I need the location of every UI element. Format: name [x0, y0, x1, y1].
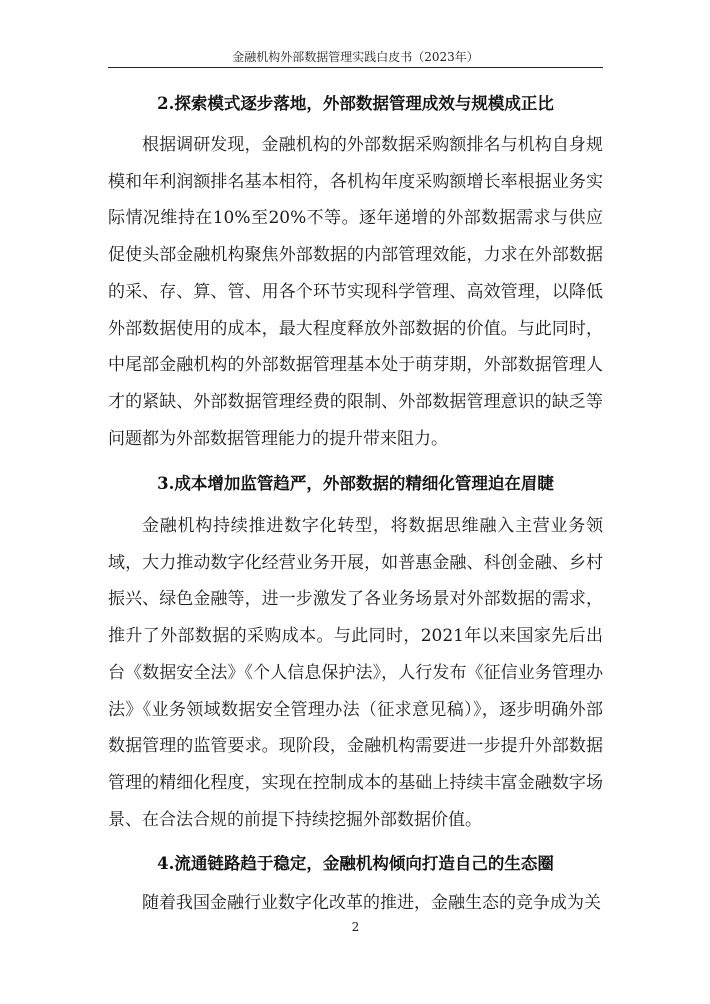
section-heading-3: 3.成本增加监管趋严，外部数据的精细化管理迫在眉睫: [157, 474, 554, 493]
page-number: 2: [351, 920, 360, 934]
section-paragraph-2: 根据调研发现，金融机构的外部数据采购额排名与机构自身规模和年利润额排名基本相符，各机构年度采购额增长率根据业务实际情况维持在10%至20%不等。逐年递增的外部数据需求与供应促使头部金融机构聚焦外部数据的内部管理效能，力求在外部数据的采、存、算、管、用各个环节实现科学管理、高效管理，以降低外部数据使用的成本，最大程度释放外部数据的价值。与此同时，中尾部金融机构的外部数据管理基本处于萌芽期，外部数据管理人才的紧缺、外部数据管理经费的限制、外部数据管理意识的缺乏等问题都为外部数据管理能力的提升带来阻力。: [108, 135, 603, 449]
section-heading-2: 2.探索模式逐步落地，外部数据管理成效与规模成正比: [157, 94, 554, 113]
section-paragraph-3: 金融机构持续推进数字化转型，将数据思维融入主营业务领域，大力推动数字化经营业务开展，如普惠金融、科创金融、乡村振兴、绿色金融等，进一步激发了各业务场景对外部数据的需求，推升了外部数据的采购成本。与此同时，2021年以来国家先后出台《数据安全法》《个人信息保护法》，人行发布《征信业务管理办法》《业务领域数据安全管理办法（征求意见稿）》，逐步明确外部数据管理的监管要求。现阶段，金融机构需要进一步提升外部数据管理的精细化程度，实现在控制成本的基础上持续丰富金融数字场景、在合法合规的前提下持续挖掘外部数据价值。: [108, 516, 603, 830]
section-heading-4: 4.流通链路趋于稳定，金融机构倾向打造自己的生态圈: [157, 854, 554, 873]
running-header: 金融机构外部数据管理实践白皮书（2023年）: [108, 47, 603, 68]
section-paragraph-4: 随着我国金融行业数字化改革的推进，金融生态的竞争成为关: [142, 893, 601, 913]
